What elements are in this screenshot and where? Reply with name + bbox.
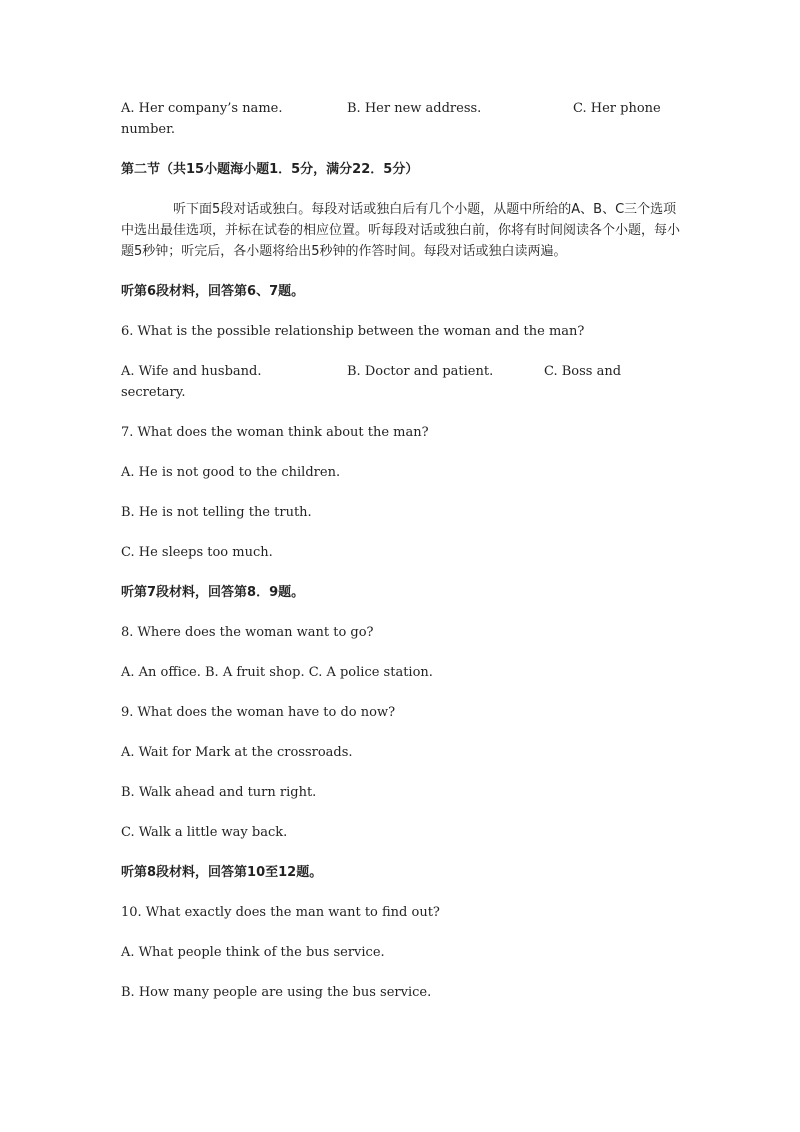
question-6: 6. What is the possible relationship between the woman and the man?	[121, 324, 585, 339]
q6-option-b: B. Doctor and patient.	[347, 364, 494, 379]
q5-option-a: A. Her company’s name.	[121, 101, 283, 116]
question-9: 9. What does the woman have to do now?	[121, 705, 396, 720]
q7-option-c: C. He sleeps too much.	[121, 545, 273, 560]
question-10: 10. What exactly does the man want to find out?	[121, 905, 440, 920]
section2-instructions: 听下面5段对话或独白。每段对话或独白后有几个小题，从题中所给的A、B、C三个选项中选出最佳选项，并标在试卷的相应位置。听每段对话或独白前，你将有时间阅读各个小题，每小题5秒钟；听完后，各小题将给出5秒钟的作答时间。每段对话或独白读两遍。	[121, 202, 681, 259]
group8-heading: 听第8段材料，回答第10至12题。	[121, 865, 323, 880]
q9-option-b: B. Walk ahead and turn right.	[121, 785, 317, 800]
group6-heading: 听第6段材料，回答第6、7题。	[121, 284, 305, 299]
q5-option-c-continued: number.	[121, 122, 176, 137]
q10-option-a: A. What people think of the bus service.	[121, 945, 385, 960]
q6-options	[121, 361, 681, 403]
q6-option-c-continued: secretary.	[121, 385, 186, 400]
q10-option-b: B. How many people are using the bus service.	[121, 985, 432, 1000]
q6-option-a: A. Wife and husband.	[121, 364, 262, 379]
q5-option-b: B. Her new address.	[347, 101, 482, 116]
q9-option-c: C. Walk a little way back.	[121, 825, 288, 840]
q8-options: A. An office. B. A fruit shop. C. A police station.	[121, 665, 433, 680]
q7-option-b: B. He is not telling the truth.	[121, 505, 312, 520]
exam-page	[121, 98, 681, 1022]
q9-option-a: A. Wait for Mark at the crossroads.	[121, 745, 353, 760]
q5-option-c: C. Her phone	[573, 101, 661, 116]
question-8: 8. Where does the woman want to go?	[121, 625, 374, 640]
q7-option-a: A. He is not good to the children.	[121, 465, 341, 480]
q5-options	[121, 98, 681, 140]
q6-option-c: C. Boss and	[544, 364, 622, 379]
group7-heading: 听第7段材料，回答第8．9题。	[121, 585, 305, 600]
section2-heading: 第二节（共15小题海小题1．5分，满分22．5分）	[121, 162, 419, 177]
question-7: 7. What does the woman think about the man?	[121, 425, 429, 440]
